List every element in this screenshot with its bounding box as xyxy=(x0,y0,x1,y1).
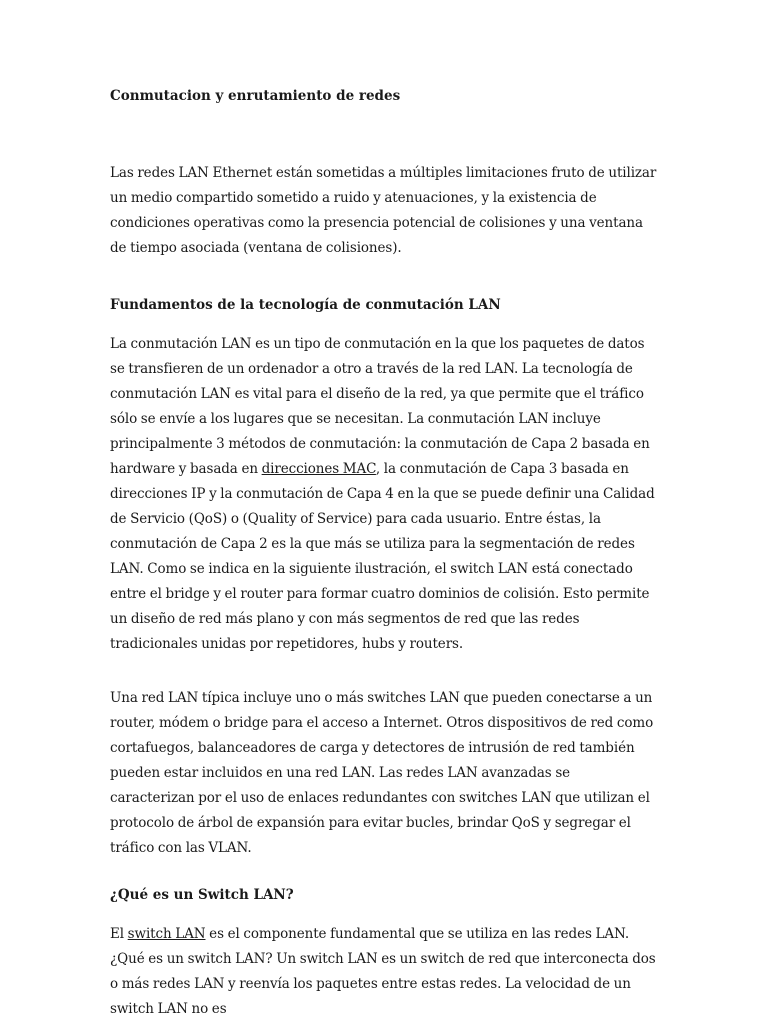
section-heading-switch-lan: ¿Qué es un Switch LAN? xyxy=(110,887,294,903)
intro-paragraph: Las redes LAN Ethernet están sometidas a múltiples limitaciones fruto de utilizar un medio compartido sometido a ruido y atenuaciones, y la existencia de condiciones operativas como la presencia potencial de colisiones y una ventana de tiempo asociada (ventana de colisiones). xyxy=(110,165,657,256)
paragraph-text: es el componente fundamental que se utiliza en las redes LAN. ¿Qué es un switch LAN? Un switch LAN es un switch de red que interconecta dos o más redes LAN y reenvía los paquetes entre estas redes. La velocidad de un switch LAN no es xyxy=(110,926,656,1017)
paragraph-text: El xyxy=(110,926,128,942)
document-page xyxy=(110,84,658,1022)
paragraph-text: La conmutación LAN es un tipo de conmutación en la que los paquetes de datos se transfieren de un ordenador a otro a través de la red LAN. La tecnología de conmutación LAN es vital para el diseño de la red, ya que permite que el tráfico sólo se envíe a los lugares que se necesitan. La conmutación LAN incluye principalmente 3 métodos de conmutación: la conmutación de Capa 2 basada en hardware y basada en xyxy=(110,336,650,477)
section-heading-fundamentos: Fundamentos de la tecnología de conmutación LAN xyxy=(110,297,501,313)
fundamentos-paragraph-1 xyxy=(110,332,658,657)
switch-lan-paragraph xyxy=(110,922,658,1022)
paragraph-text: , la conmutación de Capa 3 basada en direcciones IP y la conmutación de Capa 4 en la que se puede definir una Calidad de Servicio (QoS) o (Quality of Service) para cada usuario. Entre éstas, la conmutación de Capa 2 es la que más se utiliza para la segmentación de redes LAN. Como se indica en la siguiente ilustración, el switch LAN está conectado entre el bridge y el router para formar cuatro dominios de colisión. Esto permite un diseño de red más plano y con más segmentos de red que las redes tradicionales unidas por repetidores, hubs y routers. xyxy=(110,461,655,652)
document-title: Conmutacion y enrutamiento de redes xyxy=(110,88,401,104)
direcciones-mac-link[interactable]: direcciones MAC xyxy=(261,461,376,477)
fundamentos-paragraph-2: Una red LAN típica incluye uno o más switches LAN que pueden conectarse a un router, módem o bridge para el acceso a Internet. Otros dispositivos de red como cortafuegos, balanceadores de carga y detectores de intrusión de red también pueden estar incluidos en una red LAN. Las redes LAN avanzadas se caracterizan por el uso de enlaces redundantes con switches LAN que utilizan el protocolo de árbol de expansión para evitar bucles, brindar QoS y segregar el tráfico con las VLAN. xyxy=(110,690,654,856)
switch-lan-link[interactable]: switch LAN xyxy=(127,926,206,942)
